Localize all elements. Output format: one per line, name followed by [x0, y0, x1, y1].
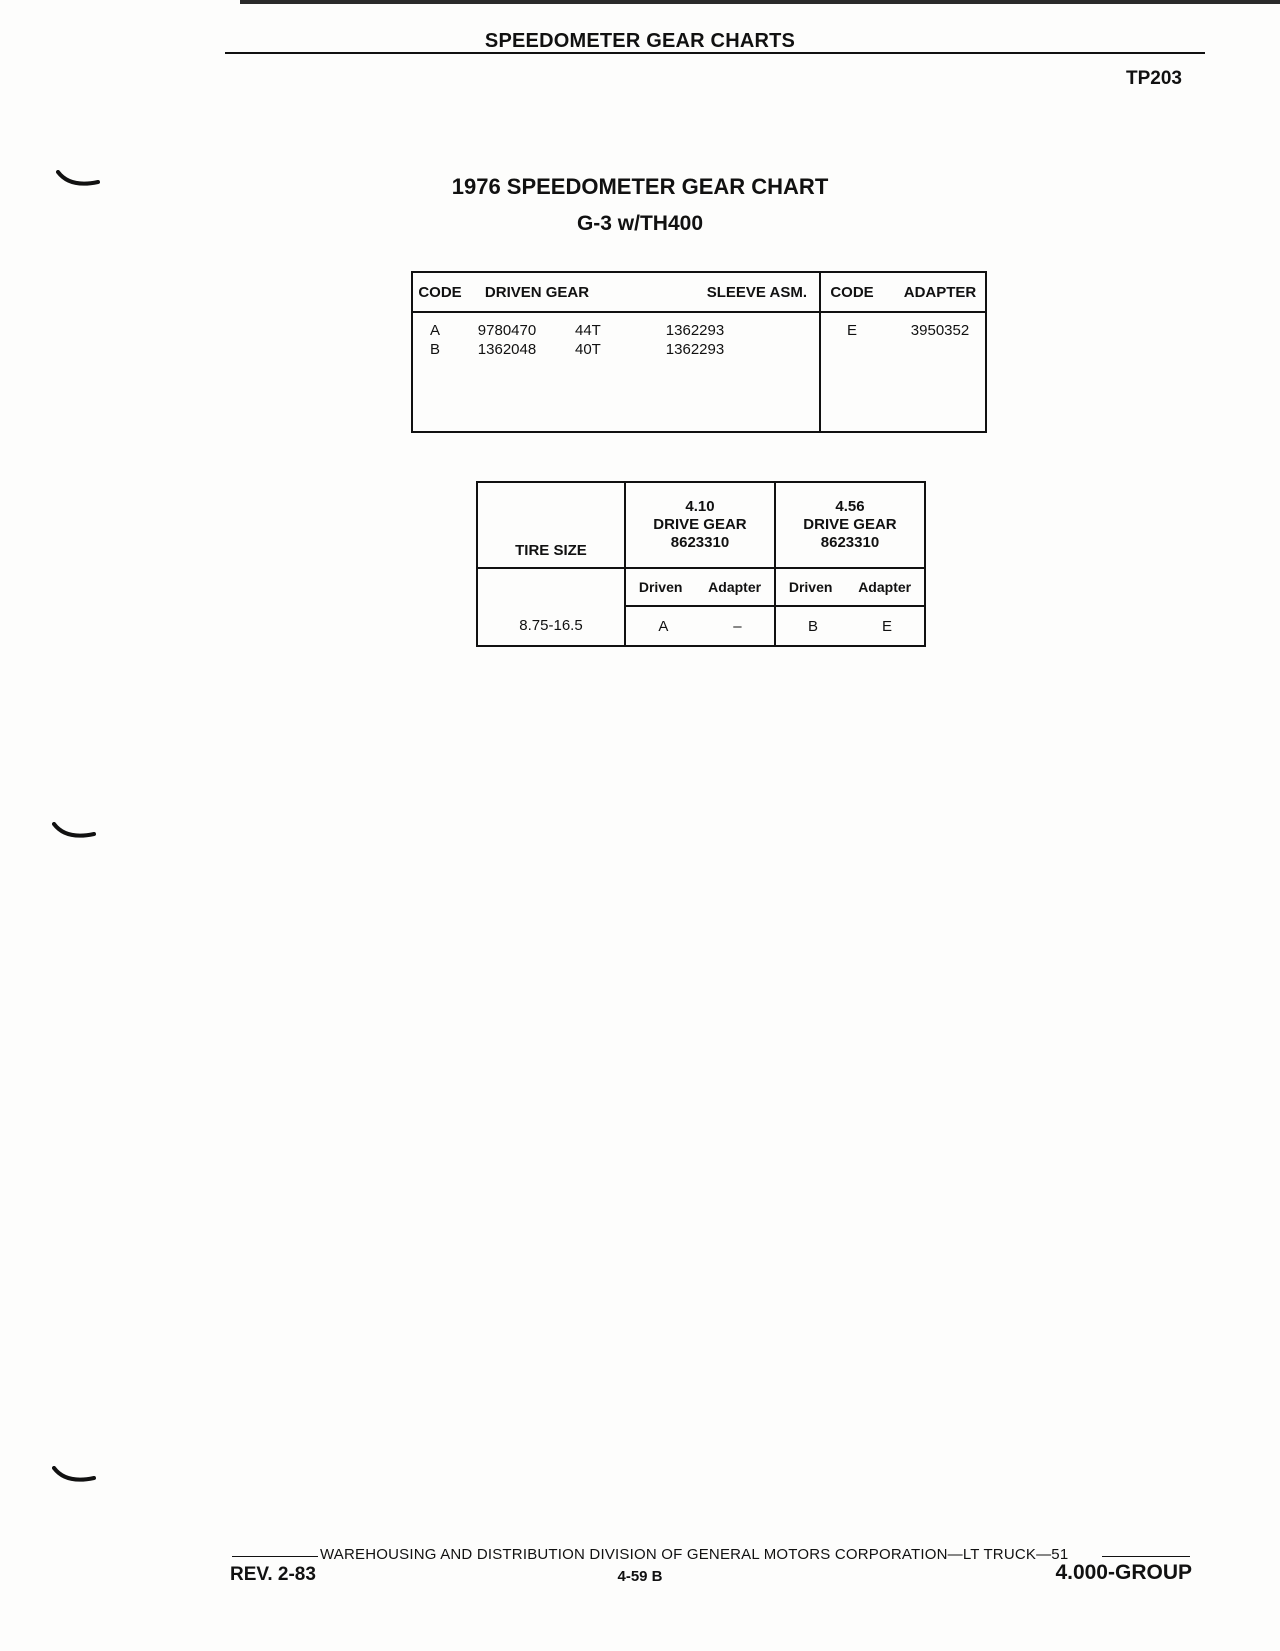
- tire-size-value: 8.75-16.5: [477, 606, 625, 646]
- row-code: A: [429, 322, 440, 339]
- page-code: TP203: [1126, 68, 1182, 89]
- drive-gear-410-header: [625, 482, 775, 568]
- adapter-code: E: [846, 322, 857, 339]
- row-gear: 9780470: [477, 322, 537, 339]
- binder-mark-icon: [52, 822, 96, 842]
- row-gear: 1362048: [477, 341, 537, 358]
- driven-sub-header: Driven: [638, 579, 683, 595]
- scan-edge-line: [240, 0, 1280, 4]
- driven-gear-table: [411, 271, 987, 433]
- gear-label: DRIVE GEAR: [803, 516, 897, 533]
- sub-header-456: [775, 568, 925, 606]
- sub-header-410: [625, 568, 775, 606]
- footer-rule-right: [1102, 1556, 1190, 1557]
- gear-ratio: 4.10: [685, 498, 715, 515]
- row-sleeve: 1362293: [665, 322, 725, 339]
- drive-gear-456-header: [775, 482, 925, 568]
- adapter-sub-header: Adapter: [708, 579, 762, 595]
- adapter-value: –: [733, 617, 742, 635]
- adapter-header-cell: [820, 272, 986, 312]
- adapter-value: E: [881, 617, 892, 635]
- row-teeth: 44T: [575, 322, 601, 339]
- footer-rule-left: [232, 1556, 318, 1557]
- row-teeth: 40T: [575, 341, 601, 358]
- code-header: CODE: [418, 283, 462, 301]
- tire-size-table: [476, 481, 926, 647]
- adapter-sub-header: Adapter: [858, 579, 912, 595]
- header-title: SPEEDOMETER GEAR CHARTS: [484, 30, 796, 52]
- gear-part: 8623310: [820, 534, 880, 551]
- gear-ratio: 4.56: [835, 498, 865, 515]
- driven-gear-body-cell: [412, 312, 820, 432]
- header-rule: [225, 52, 1205, 54]
- group-label: 4.000-GROUP: [1055, 1561, 1192, 1584]
- values-410: [625, 606, 775, 646]
- row-code: B: [429, 341, 440, 358]
- table-row: [413, 340, 819, 359]
- page-number: 4-59 B: [617, 1568, 663, 1585]
- tire-size-header: TIRE SIZE: [477, 482, 625, 568]
- table-row: [821, 321, 985, 340]
- values-456: [775, 606, 925, 646]
- empty-cell: [477, 568, 625, 606]
- binder-mark-icon: [52, 1466, 96, 1486]
- table-row: [413, 321, 819, 340]
- adapter-part: 3950352: [910, 322, 970, 339]
- chart-subtitle: G-3 w/TH400: [576, 212, 704, 235]
- gear-label: DRIVE GEAR: [653, 516, 747, 533]
- driven-gear-header-cell: [412, 272, 820, 312]
- adapter-body-cell: [820, 312, 986, 432]
- driven-gear-header: DRIVEN GEAR: [484, 283, 590, 301]
- gear-part: 8623310: [670, 534, 730, 551]
- chart-title: 1976 SPEEDOMETER GEAR CHART: [451, 174, 829, 199]
- driven-value: A: [658, 617, 669, 635]
- code2-header: CODE: [830, 283, 874, 301]
- footer-text: WAREHOUSING AND DISTRIBUTION DIVISION OF GENERAL MOTORS CORPORATION—LT TRUCK—51: [320, 1546, 1069, 1563]
- driven-sub-header: Driven: [788, 579, 833, 595]
- driven-value: B: [807, 617, 818, 635]
- adapter-header: ADAPTER: [903, 283, 977, 301]
- row-sleeve: 1362293: [665, 341, 725, 358]
- revision-label: REV. 2-83: [230, 1564, 316, 1585]
- sleeve-header: SLEEVE ASM.: [706, 283, 807, 301]
